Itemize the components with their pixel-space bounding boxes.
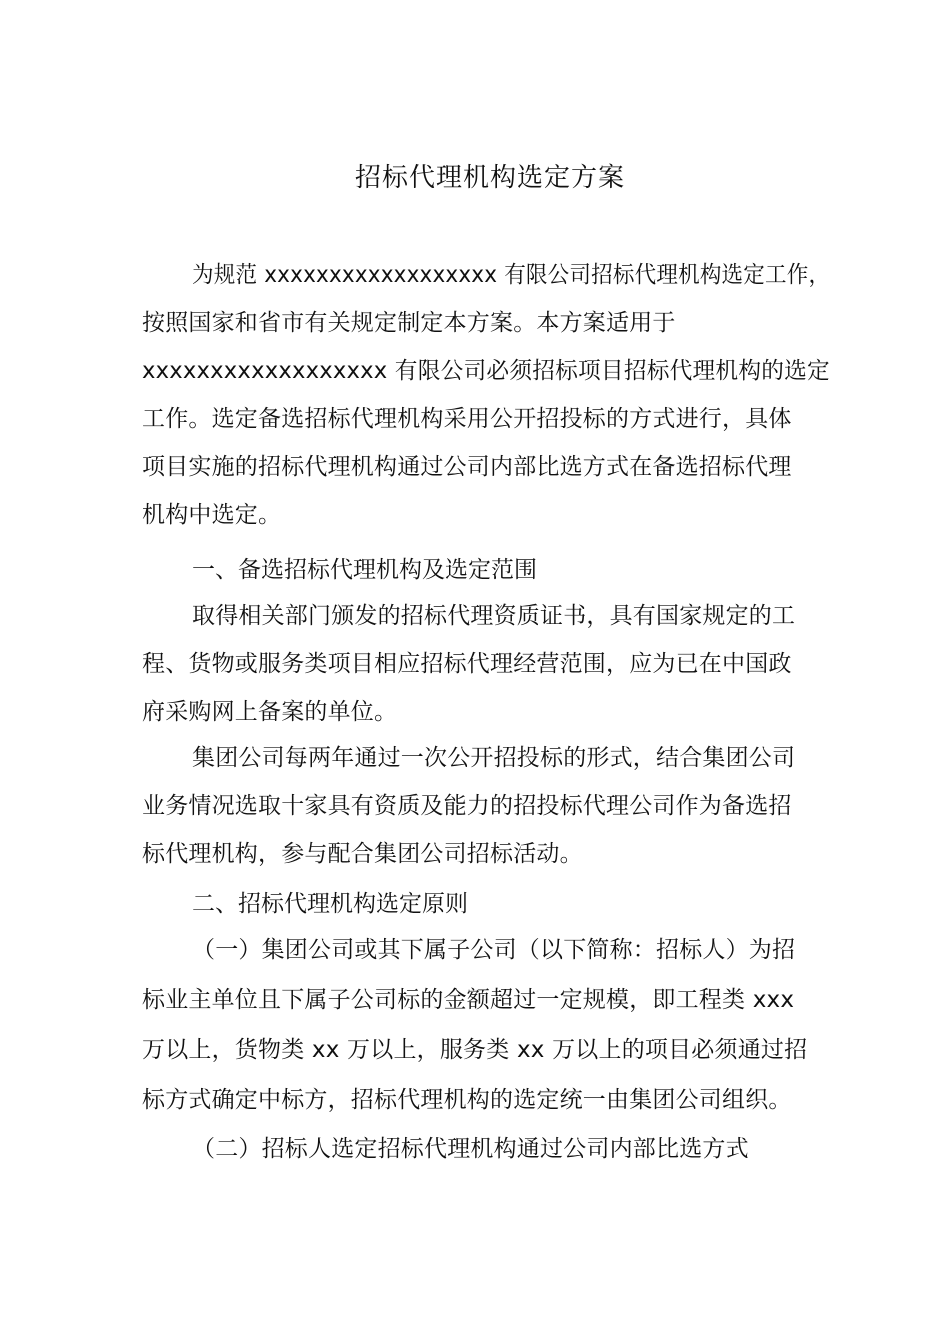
section-2-item-1-line-4: 标方式确定中标方，招标代理机构的选定统一由集团公司组织。 [142, 1087, 792, 1113]
section-1-p1-line-3: 府采购网上备案的单位。 [142, 699, 398, 725]
section-2-heading: 二、招标代理机构选定原则 [192, 891, 468, 917]
section-1-heading: 一、备选招标代理机构及选定范围 [192, 557, 537, 583]
intro-line-3: xxxxxxxxxxxxxxxxxx 有限公司必须招标项目招标代理机构的选定 [142, 358, 830, 384]
intro-line-2: 按照国家和省市有关规定制定本方案。本方案适用于 [142, 310, 676, 336]
section-2-item-1-line-3: 万以上，货物类 xx 万以上，服务类 xx 万以上的项目必须通过招 [142, 1037, 808, 1063]
section-1-p1-line-2: 程、货物或服务类项目相应招标代理经营范围，应为已在中国政 [142, 651, 792, 677]
intro-line-5: 项目实施的招标代理机构通过公司内部比选方式在备选招标代理 [142, 454, 792, 480]
section-1-p2-line-2: 业务情况选取十家具有资质及能力的招投标代理公司作为备选招 [142, 793, 792, 819]
intro-line-1: 为规范 xxxxxxxxxxxxxxxxxx 有限公司招标代理机构选定工作， [192, 262, 831, 288]
section-2-item-1-line-2: 标业主单位且下属子公司标的金额超过一定规模，即工程类 xxx [142, 987, 795, 1013]
section-1-p2-line-1: 集团公司每两年通过一次公开招投标的形式，结合集团公司 [192, 745, 796, 771]
section-2-item-1-line-1: （一）集团公司或其下属子公司（以下简称：招标人）为招 [192, 937, 796, 963]
intro-line-6: 机构中选定。 [142, 502, 282, 528]
section-1-p1-line-1: 取得相关部门颁发的招标代理资质证书，具有国家规定的工 [192, 603, 796, 629]
section-1-p2-line-3: 标代理机构，参与配合集团公司招标活动。 [142, 841, 583, 867]
intro-line-4: 工作。选定备选招标代理机构采用公开招投标的方式进行，具体 [142, 406, 792, 432]
section-2-item-2: （二）招标人选定招标代理机构通过公司内部比选方式 [192, 1136, 749, 1162]
document-title: 招标代理机构选定方案 [354, 163, 625, 193]
